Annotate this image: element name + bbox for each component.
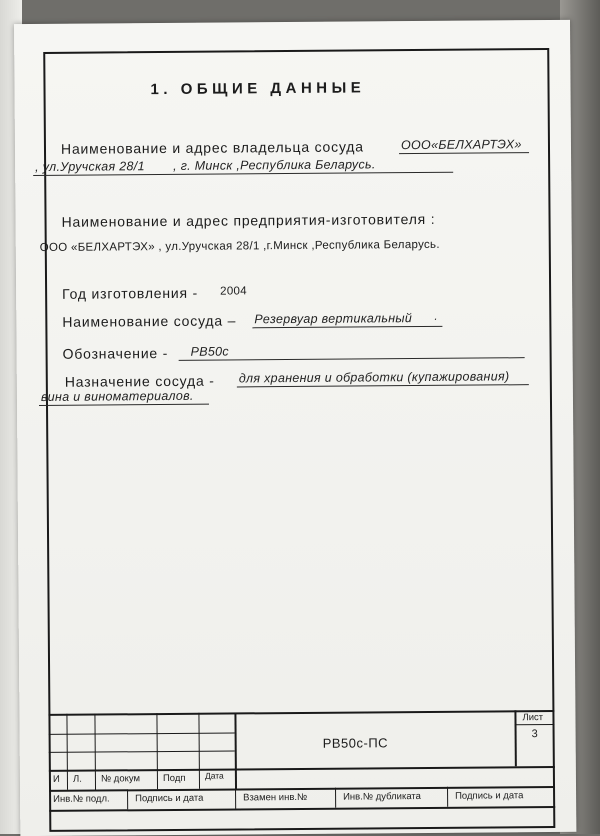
owner-value-line1: ООО«БЕЛХАРТЭХ» [400,137,522,153]
purpose-label: Назначение сосуда - [64,372,215,390]
manufacturer-value: ООО «БЕЛХАРТЭХ» , ул.Уручская 28/1 ,г.Минск ,Республика Беларусь. [39,238,440,254]
col-doc-number: № докум [100,773,141,785]
vessel-name-label: Наименование сосуда – [62,312,237,330]
col-izm: И [52,773,60,785]
col-date: Дата [204,770,224,781]
title-block [48,710,555,832]
sheet-number: 3 [531,728,538,741]
owner-value-line2a: , ул.Уручская 28/1 [35,159,145,175]
sheet-label: Лист [522,712,544,724]
inv-duplicate: Инв.№ дубликата [343,791,421,803]
owner-value-line2b: , г. Минск ,Республика Беларусь. [173,157,376,173]
document-page [14,20,576,836]
col-signature: Подп [162,772,186,785]
document-code: РВ50с-ПС [322,735,389,751]
vessel-name-value: Резервуар вертикальный [254,311,413,327]
owner-label: Наименование и адрес владельца сосуда [60,138,364,157]
year-value: 2004 [220,285,247,298]
purpose-value-line1: для хранения и обработки (купажирования) [238,369,510,386]
sign-date-2: Подпись и дата [455,790,524,802]
replace-inv: Взамен инв.№ [243,791,308,804]
manufacturer-label: Наименование и адрес предприятия-изготовителя : [61,210,436,230]
sign-date-1: Подпись и дата [135,792,204,805]
col-list: Л. [72,773,82,785]
section-title: 1. ОБЩИЕ ДАННЫЕ [150,79,366,99]
designation-label: Обозначение - [62,344,169,362]
year-label: Год изготовления - [62,284,199,302]
inv-original: Инв.№ подл. [53,793,110,805]
designation-value: РВ50с [190,344,229,359]
vessel-name-trailing: . [434,310,438,323]
purpose-value-line2: вина и виноматериалов. [40,388,194,404]
